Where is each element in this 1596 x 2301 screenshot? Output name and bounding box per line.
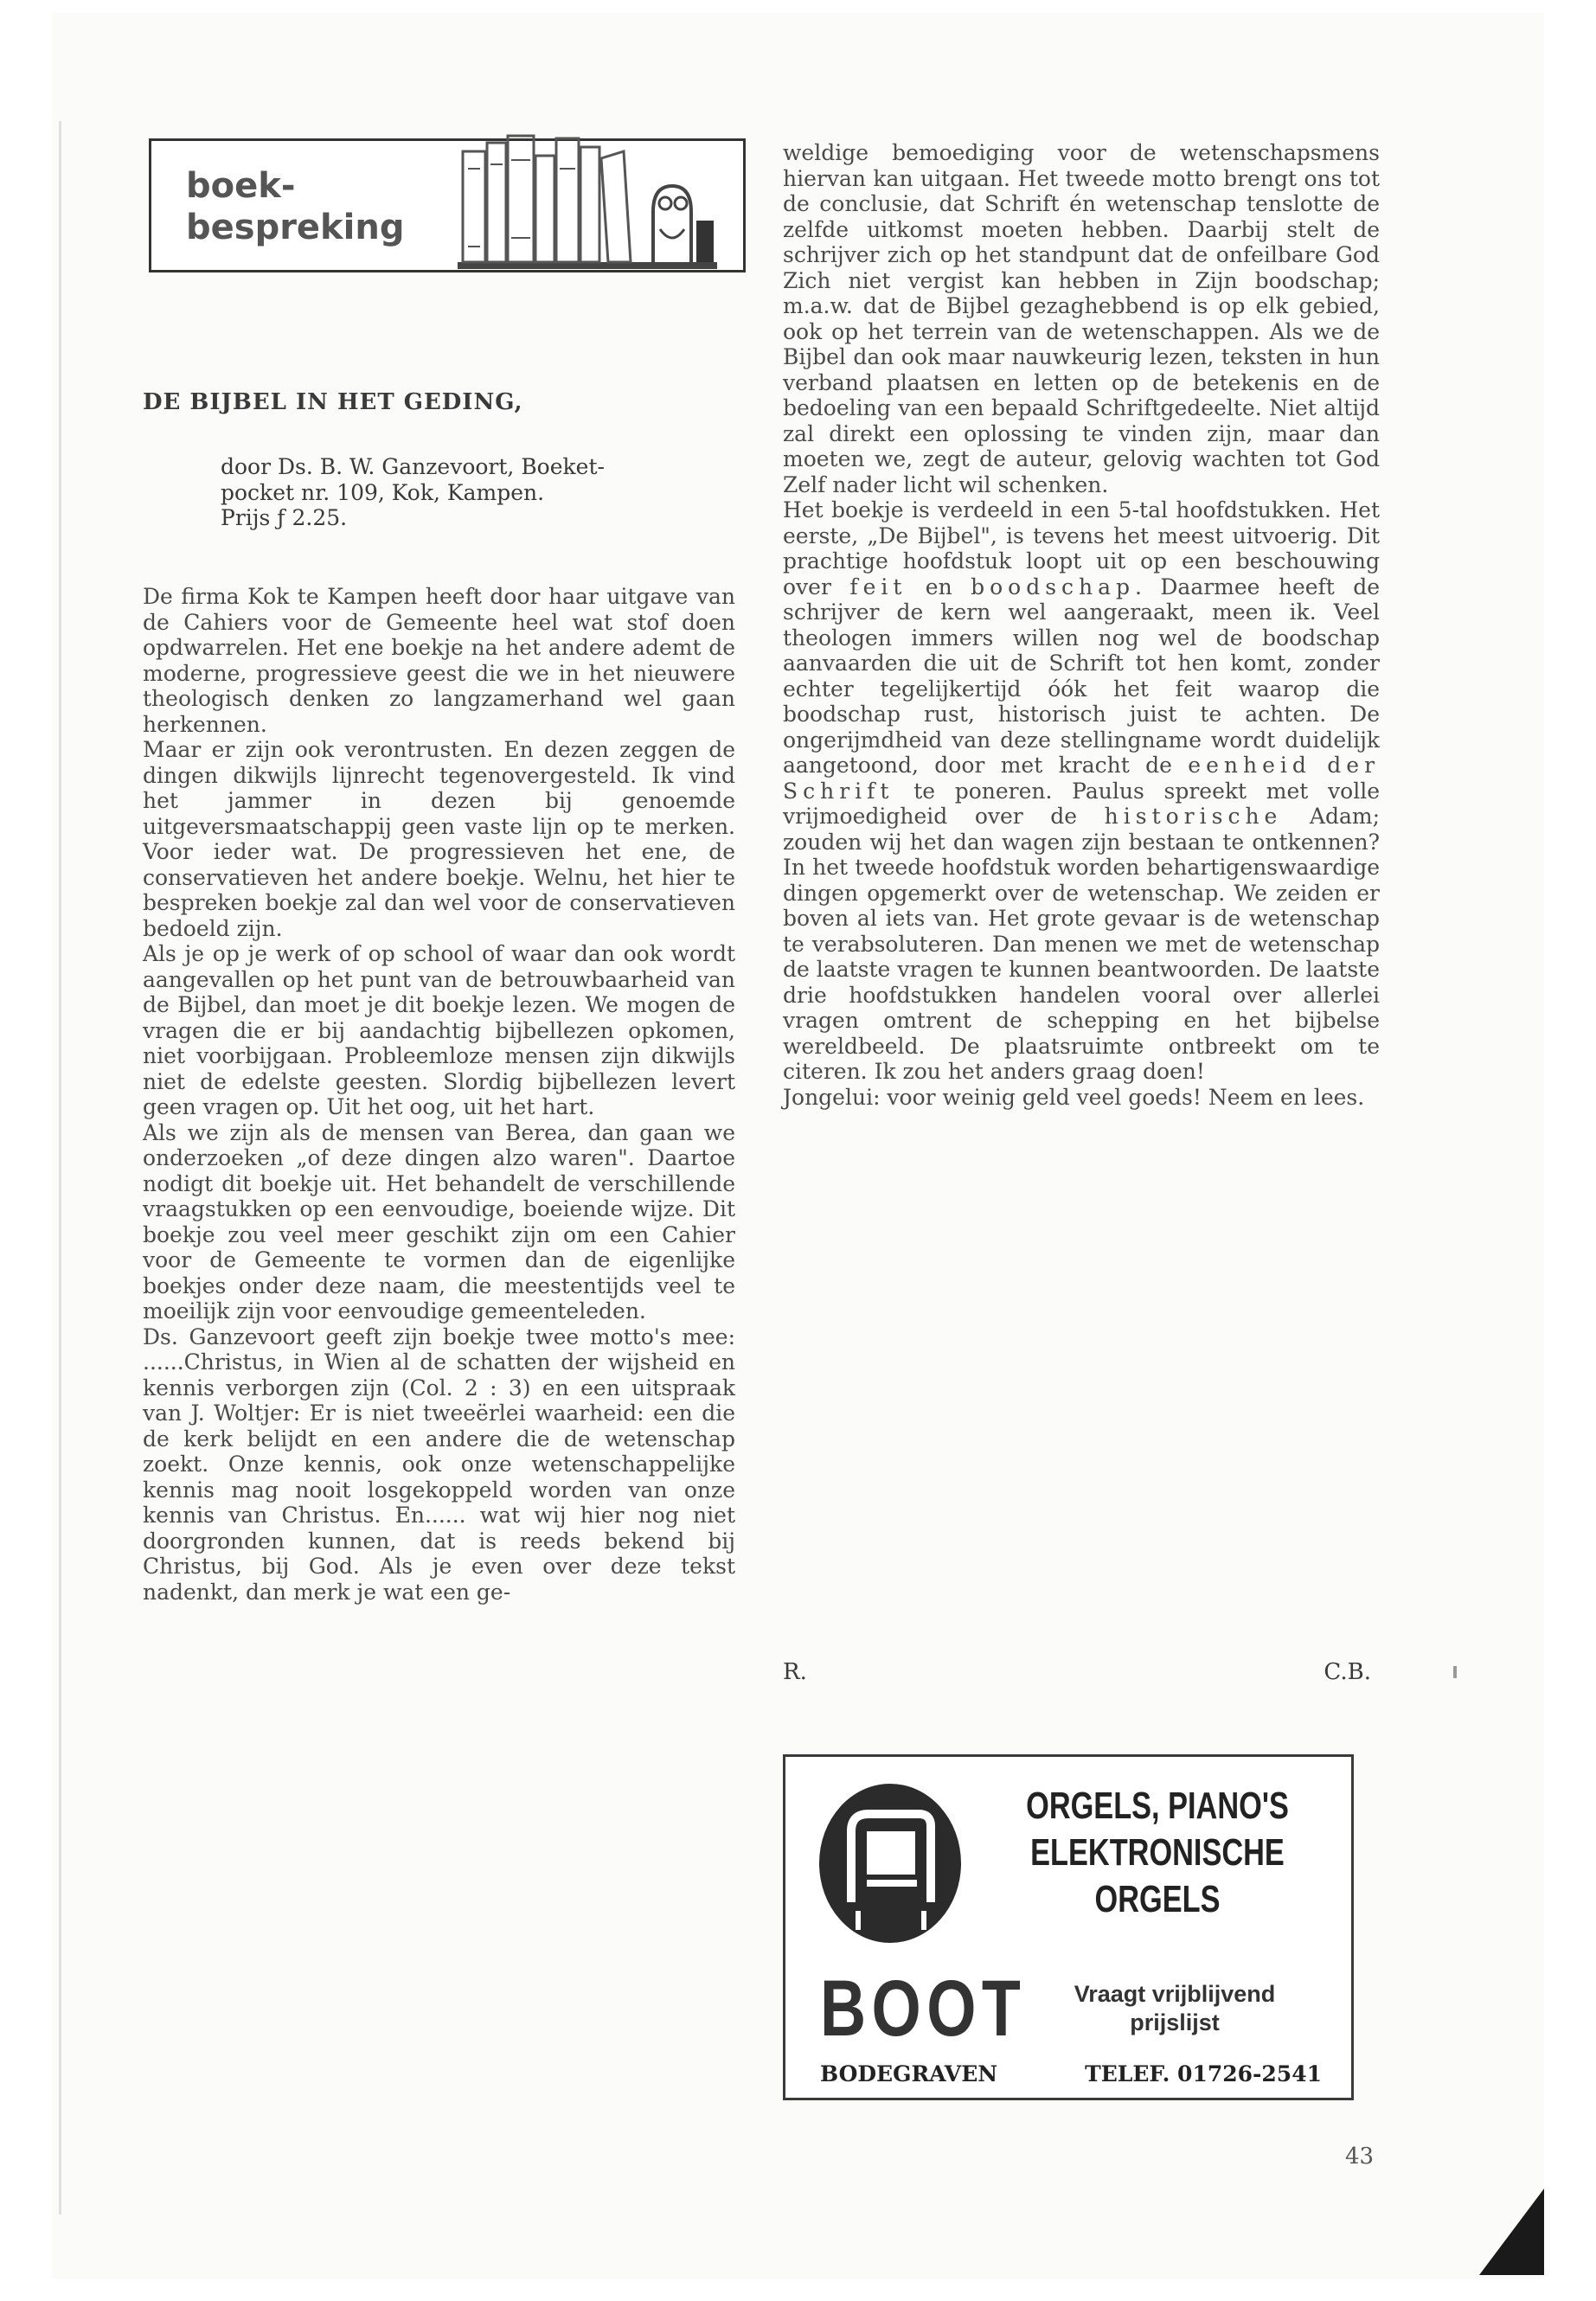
section-header xyxy=(149,138,746,272)
section-title xyxy=(186,165,404,248)
paragraph: Als je op je werk of op school of waar dan ook wordt aangevallen op het punt van de betrouwbaarheid van de Bijbel, dan moet je dit boekje lezen. We mogen de vragen die er bij aandachtig bijbellezen opkomen, niet voorbijgaan. Probleemloze mensen zijn dikwijls niet de edelste geesten. Slordig bijbellezen levert geen vragen op. Uit het oog, uit het hart. xyxy=(143,941,735,1119)
paragraph: Jongelui: voor weinig geld veel goeds! Neem en lees. xyxy=(783,1084,1365,1110)
ad-headline-line3: ORGELS xyxy=(1094,1878,1221,1920)
books-on-shelf-icon xyxy=(454,117,722,272)
emphasis-historische: historische xyxy=(1104,804,1283,829)
page-number: 43 xyxy=(1345,2144,1375,2170)
emphasis-boodschap: boodschap xyxy=(971,574,1136,599)
emphasis-der-schrift: der Schrift xyxy=(783,753,1381,804)
ad-cta-line2: prijslijst xyxy=(1130,2009,1220,2035)
book-series: pocket nr. 109, Kok, Kampen. xyxy=(221,479,545,505)
text-run: en xyxy=(925,574,952,599)
paragraph: Ds. Ganzevoort geeft zijn boekje twee motto's mee: ......Christus, in Wien al de schatten der wijsheid en kennis verborgen zijn (Col. 2 : 3) en een uitspraak van J. Woltjer: Er is niet tweeërlei waarheid: een die de kerk belijdt en een andere die de wetenschap zoekt. Onze kennis, ook onze wetenschappelijke kennis mag nooit losgekoppeld worden van onze kennis van Christus. En...... wat wij hier nog niet doorgronden kunnen, dat is reeds bekend bij Christus, bij God. Als je even over deze tekst nadenkt, dan merk je wat een ge- xyxy=(143,1324,735,1605)
ad-headline-line1: ORGELS, PIANO'S xyxy=(1026,1785,1289,1827)
advertisement xyxy=(783,1754,1354,2100)
paragraph: weldige bemoediging voor de wetenschapsmens hiervan kan uitgaan. Het tweede motto brengt ons tot de conclusie, dat Schrift én wetenschap tenslotte de zelfde uitkomst moeten hebben. Daarbij stelt de schrijver zich op het standpunt dat de onfeilbare God Zich niet vergist kan hebben in Zijn boodschap; m.a.w. dat de Bijbel gezaghebbend is op elk gebied, ook op het terrein van de wetenschappen. Als we de Bijbel dan ook maar nauwkeurig lezen, teksten in hun verband plaatsen en letten op de betekenis en de bedoeling van een bepaald Schriftgedeelte. Niet altijd zal direkt een oplossing te vinden zijn, maar dan moeten we, zegt de auteur, gelovig wachten tot God Zelf nader licht wil schenken. xyxy=(783,140,1380,497)
ad-call-to-action xyxy=(1036,1980,1313,2037)
signature-right: C.B. xyxy=(1324,1659,1371,1685)
paragraph: Maar er zijn ook verontrusten. En dezen zeggen de dingen dikwijls lijnrecht tegenovergesteld. Ik vind het jammer in dezen bij genoemde uitgeversmaatschappij geen vaste lijn op te merken. Voor ieder wat. De progressieven het ene, de conservatieven het andere boekje. Welnu, het hier te bespreken boekje zal dan wel voor de conservatieven bedoeld zijn. xyxy=(143,737,735,941)
ad-brand-name: BOOT xyxy=(820,1965,1027,2053)
section-title-line1: boek- xyxy=(186,166,296,206)
corner-triangle-icon xyxy=(1479,2189,1544,2275)
book-price: Prijs ƒ 2.25. xyxy=(221,505,348,530)
ad-contact xyxy=(820,2061,1322,2086)
ad-location: BODEGRAVEN xyxy=(820,2061,998,2086)
paragraph xyxy=(783,497,1380,1085)
organ-logo-icon xyxy=(817,1781,964,1945)
emphasis-eenheid: eenheid xyxy=(1188,753,1311,778)
text-run: Het boekje is verdeeld in een 5-tal hoofdstukken. Het eerste, „De Bijbel", is tevens het meest uitvoerig. Dit prachtige hoofdstuk loopt uit op een beschouwing over xyxy=(783,497,1380,599)
text-run: Adam; zouden wij het dan wagen zijn bestaan te ontkennen? In het tweede hoofdstuk worden behartigenswaardige dingen opgemerkt over de wetenschap. We zeiden er boven al iets van. Het grote gevaar is de wetenschap te verabsoluteren. Dan menen we met de wetenschap de laatste vragen te kunnen beantwoorden. De laatste drie hoofdstukken handelen vooral over allerlei vragen omtrent de schepping en het bijbelse wereldbeeld. De plaatsruimte ontbreekt om te citeren. Ik zou het anders graag doen! xyxy=(783,804,1381,1084)
section-title-line2: bespreking xyxy=(186,208,405,247)
book-details xyxy=(221,454,731,531)
text-run: . Daarmee heeft de schrijver de kern wel aangeraakt, meen ik. Veel theologen immers willen nog wel de boodschap aanvaarden die uit de Schrift tot hen komt, zonder echter tegelijkertijd óók het feit waarop die boodschap rust, historisch juist te achten. De ongerijmdheid van deze stellingname wordt duidelijk aangetoond, door met kracht de xyxy=(783,574,1381,778)
emphasis-feit: feit xyxy=(849,574,907,599)
paragraph: De firma Kok te Kampen heeft door haar uitgave van de Cahiers voor de Gemeente heel wat stof doen opdwarrelen. Het ene boekje na het andere ademt de moderne, progressieve geest die we in het nieuwere theologisch denken zo langzamerhand wel gaan herkennen. xyxy=(143,584,735,737)
book-author: door Ds. B. W. Ganzevoort, Boeket- xyxy=(221,454,605,479)
ad-headline xyxy=(1022,1783,1292,1923)
page-gutter-line xyxy=(59,121,61,2214)
paragraph: Als we zijn als de mensen van Berea, dan gaan we onderzoeken „of deze dingen alzo waren". Daartoe nodigt dit boekje uit. Het behandelt de verschillende vraagstukken op een eenvoudige, boeiende wijze. Dit boekje zou veel meer geschikt zijn om een Cahier voor de Gemeente te vormen dan de eigenlijke boekjes onder deze naam, die meestentijds veel te moeilijk zijn voor eenvoudige gemeenteleden. xyxy=(143,1119,735,1324)
ad-cta-line1: Vraagt vrijblijvend xyxy=(1074,1981,1276,2007)
ad-headline-line2: ELEKTRONISCHE xyxy=(1030,1831,1285,1874)
signature-left: R. xyxy=(783,1659,807,1685)
book-title: DE BIJBEL IN HET GEDING, xyxy=(143,389,523,415)
ad-phone: TELEF. 01726-2541 xyxy=(1085,2061,1322,2086)
text-run: te poneren. Paulus spreekt met volle vrijmoedigheid over de xyxy=(783,778,1380,829)
right-column xyxy=(783,140,1380,1110)
margin-mark xyxy=(1453,1666,1457,1678)
left-column xyxy=(143,584,735,1605)
signature xyxy=(783,1659,1371,1685)
